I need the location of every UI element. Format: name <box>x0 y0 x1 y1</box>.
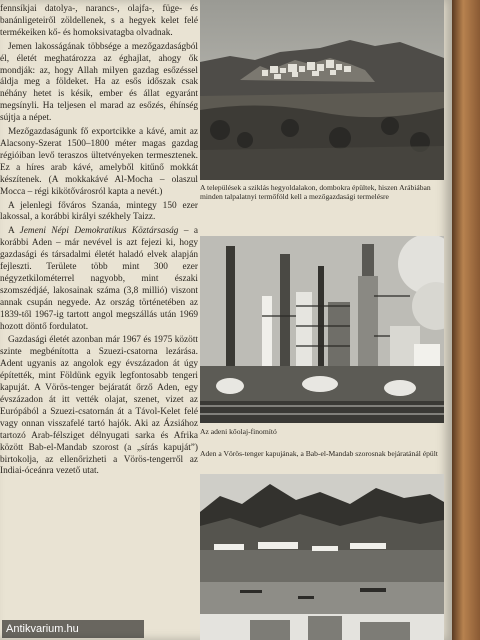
body-text-column <box>0 4 198 478</box>
paragraph-3: Mezőgazdaságunk fő exportcikke a kávé, amit az Alacsony-Szerat 1500–1800 méter magas gazdag régióiban levő teraszos ültetvényeken termesztenek. Ez a híres arab kávé, amelyből kitűnő mokkát készítenek. (A mokkakávé Al-Mocha – olaszul Mocca – régi kikötővárosról kapta a nevét.) <box>0 127 198 197</box>
caption-mountain-village: A települések a sziklás hegyoldalakon, dombokra épültek, hiszen Arábiában minden talpalatnyi termőföld kell a mezőgazdasági termelésre <box>200 183 431 202</box>
country-name-italic: Jemeni Népi Demokratikus Köztársaság <box>19 226 179 237</box>
paragraph-5 <box>0 226 198 333</box>
photo-aden-harbor <box>200 474 444 640</box>
paragraph-6: Gazdasági életét azonban már 1967 és 1975 között szinte megbénította a Szuezi-csatorna lezárása. Adent ugyanis az angolok egy évszázadon át úgy építették, mint Földünk egyik legfontosabb tengeri kapuját. A Vörös-tenger bejáratát őrző Aden, egy évszázadon át itt vették olajat, szenet, vizet az Európából a Szuezi-csatornán át a Távol-Kelet felé vagy onnan visszafelé tartó hajók. Aki az Ázsiához tartozó Arab-félsziget délnyugati sarka és Afrika között Bab-el-Mandab szorost (a „sírás kapuját”) birtokolja, az ellenőrizheti a Vörös-tengerről az Indiai-óceánra vezető utat. <box>0 335 198 477</box>
paragraph-5-rest: – a korábbi Aden – már nevével is azt fejezi ki, hogy gazdasági és társadalmi életét haladó elvek alapján fejleszti. Területe több mint 300 ezer négyzetkilométerrel nagyobb, mint északi szomszédjáé, lakosainak száma (3,8 millió) viszont annak csupán negyede. Az ország történetében az 1839-től 1967-ig tartott angol megszállás után 1969 hozott döntő fordulatot. <box>0 226 199 332</box>
watermark-label: Antikvarium.hu <box>2 620 144 638</box>
caption-aden-harbor: Aden a Vörös-tenger kapujának, a Bab-el-Mandab szorosnak bejáratánál épült <box>200 449 438 458</box>
photo-mountain-village <box>200 0 444 180</box>
caption-oil-refinery: Az adeni kőolaj-finomító <box>200 427 277 436</box>
book-spine <box>452 0 480 640</box>
photo-oil-refinery <box>200 236 444 423</box>
paragraph-2: Jemen lakosságának többsége a mezőgazdaságból él, életét meghatározza az éghajlat, ahogy ők mondják: az, hogy Allah milyen gazdag esőzéssel áldja meg a földeket. Ha az esős időszak csak néhány hetet is késik, ember és állat egyaránt megsínyli. Ha teljesen el marad az esőzés, éhínség sújtja a népet. <box>0 41 198 124</box>
paragraph-5-intro: A <box>8 226 20 237</box>
paragraph-1: fennsíkjai datolya-, narancs-, olajfa-, füge- és banánligeteiről zöldellenek, s a hegyek kelet felé termékeiken kő- és homoksivatagba olvadnak. <box>0 4 198 38</box>
paragraph-4: A jelenlegi főváros Szanáa, mintegy 150 ezer lakossal, a korábbi királyi székhely Taizz. <box>0 200 198 223</box>
